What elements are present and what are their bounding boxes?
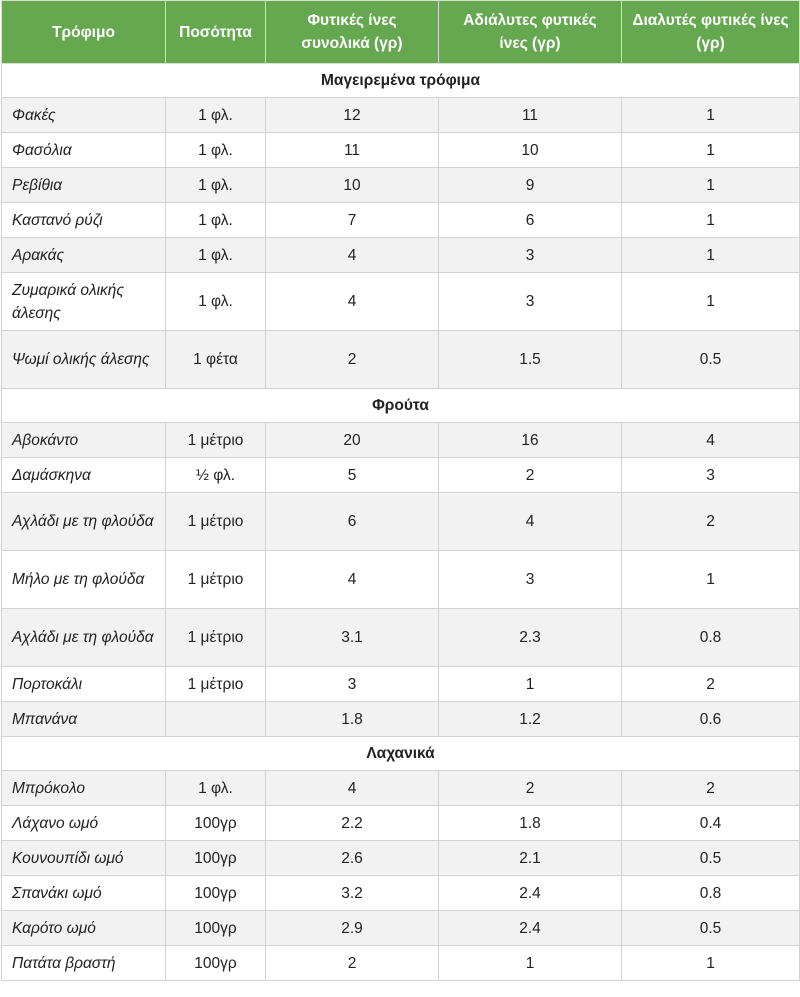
soluble-fiber-cell: 1 [622,168,800,203]
quantity-cell: 100γρ [166,911,266,946]
soluble-fiber-cell: 0.4 [622,806,800,841]
total-fiber-cell: 3 [266,667,439,702]
soluble-fiber-cell: 3 [622,458,800,493]
quantity-cell: ½ φλ. [166,458,266,493]
food-cell: Καστανό ρύζι [2,203,166,238]
quantity-cell: 1 μέτριο [166,667,266,702]
soluble-fiber-cell: 2 [622,667,800,702]
total-fiber-cell: 11 [266,133,439,168]
insoluble-fiber-cell: 2.4 [439,911,622,946]
food-cell: Φασόλια [2,133,166,168]
food-cell: Αχλάδι με τη φλούδα [2,493,166,551]
total-fiber-cell: 6 [266,493,439,551]
table-row [2,551,800,609]
fiber-table [1,0,800,981]
total-fiber-cell: 10 [266,168,439,203]
table-row [2,876,800,911]
section-title: Μαγειρεμένα τρόφιμα [2,64,800,98]
table-row [2,911,800,946]
total-fiber-cell: 4 [266,273,439,331]
insoluble-fiber-cell: 4 [439,493,622,551]
header-quantity: Ποσότητα [166,1,266,64]
insoluble-fiber-cell: 3 [439,238,622,273]
table-row [2,203,800,238]
table-row [2,841,800,876]
insoluble-fiber-cell: 1 [439,667,622,702]
header-food: Τρόφιμο [2,1,166,64]
soluble-fiber-cell: 0.5 [622,331,800,389]
section-title: Φρούτα [2,389,800,423]
total-fiber-cell: 2.6 [266,841,439,876]
total-fiber-cell: 2 [266,946,439,981]
table-row [2,331,800,389]
total-fiber-cell: 5 [266,458,439,493]
section-title: Λαχανικά [2,737,800,771]
table-row [2,458,800,493]
total-fiber-cell: 20 [266,423,439,458]
soluble-fiber-cell: 1 [622,238,800,273]
soluble-fiber-cell: 1 [622,273,800,331]
quantity-cell: 1 φέτα [166,331,266,389]
soluble-fiber-cell: 4 [622,423,800,458]
quantity-cell: 1 φλ. [166,98,266,133]
food-cell: Μήλο με τη φλούδα [2,551,166,609]
total-fiber-cell: 7 [266,203,439,238]
quantity-cell: 1 φλ. [166,203,266,238]
quantity-cell: 1 φλ. [166,168,266,203]
table-row [2,423,800,458]
soluble-fiber-cell: 0.5 [622,841,800,876]
quantity-cell: 1 φλ. [166,238,266,273]
food-cell: Μπρόκολο [2,771,166,806]
total-fiber-cell: 3.2 [266,876,439,911]
table-row [2,702,800,737]
soluble-fiber-cell: 1 [622,203,800,238]
food-cell: Πορτοκάλι [2,667,166,702]
insoluble-fiber-cell: 2.1 [439,841,622,876]
quantity-cell: 1 φλ. [166,273,266,331]
quantity-cell: 1 μέτριο [166,551,266,609]
insoluble-fiber-cell: 3 [439,551,622,609]
total-fiber-cell: 4 [266,238,439,273]
insoluble-fiber-cell: 2 [439,771,622,806]
food-cell: Μπανάνα [2,702,166,737]
food-cell: Δαμάσκηνα [2,458,166,493]
insoluble-fiber-cell: 3 [439,273,622,331]
table-row [2,771,800,806]
table-row [2,609,800,667]
soluble-fiber-cell: 0.5 [622,911,800,946]
food-cell: Ρεβίθια [2,168,166,203]
header-row [2,1,800,64]
section-header-row [2,389,800,423]
header-soluble-fiber: Διαλυτές φυτικές ίνες (γρ) [622,1,800,64]
section-header-row [2,737,800,771]
soluble-fiber-cell: 2 [622,771,800,806]
food-cell: Κουνουπίδι ωμό [2,841,166,876]
soluble-fiber-cell: 0.8 [622,609,800,667]
total-fiber-cell: 4 [266,771,439,806]
food-cell: Φακές [2,98,166,133]
food-cell: Σπανάκι ωμό [2,876,166,911]
table-row [2,493,800,551]
table-row [2,667,800,702]
soluble-fiber-cell: 1 [622,946,800,981]
insoluble-fiber-cell: 6 [439,203,622,238]
total-fiber-cell: 2.2 [266,806,439,841]
total-fiber-cell: 3.1 [266,609,439,667]
quantity-cell: 1 φλ. [166,771,266,806]
food-cell: Ζυμαρικά ολικής άλεσης [2,273,166,331]
total-fiber-cell: 2.9 [266,911,439,946]
quantity-cell: 1 μέτριο [166,609,266,667]
insoluble-fiber-cell: 2.4 [439,876,622,911]
quantity-cell: 1 φλ. [166,133,266,168]
soluble-fiber-cell: 1 [622,551,800,609]
soluble-fiber-cell: 0.8 [622,876,800,911]
quantity-cell [166,702,266,737]
quantity-cell: 100γρ [166,841,266,876]
quantity-cell: 1 μέτριο [166,493,266,551]
food-cell: Αχλάδι με τη φλούδα [2,609,166,667]
table-header [2,1,800,64]
food-cell: Αβοκάντο [2,423,166,458]
food-cell: Πατάτα βραστή [2,946,166,981]
total-fiber-cell: 12 [266,98,439,133]
table-row [2,238,800,273]
total-fiber-cell: 2 [266,331,439,389]
table-row [2,133,800,168]
insoluble-fiber-cell: 1.2 [439,702,622,737]
section-header-row [2,64,800,98]
table-row [2,168,800,203]
total-fiber-cell: 4 [266,551,439,609]
quantity-cell: 100γρ [166,876,266,911]
insoluble-fiber-cell: 2.3 [439,609,622,667]
soluble-fiber-cell: 1 [622,98,800,133]
food-cell: Αρακάς [2,238,166,273]
insoluble-fiber-cell: 10 [439,133,622,168]
table-row [2,273,800,331]
insoluble-fiber-cell: 1.8 [439,806,622,841]
soluble-fiber-cell: 1 [622,133,800,168]
quantity-cell: 100γρ [166,946,266,981]
table-row [2,98,800,133]
food-cell: Ψωμί ολικής άλεσης [2,331,166,389]
insoluble-fiber-cell: 1 [439,946,622,981]
table-row [2,946,800,981]
insoluble-fiber-cell: 11 [439,98,622,133]
soluble-fiber-cell: 0.6 [622,702,800,737]
insoluble-fiber-cell: 9 [439,168,622,203]
insoluble-fiber-cell: 2 [439,458,622,493]
insoluble-fiber-cell: 16 [439,423,622,458]
table-row [2,806,800,841]
total-fiber-cell: 1.8 [266,702,439,737]
header-insoluble-fiber: Αδιάλυτες φυτικές ίνες (γρ) [439,1,622,64]
insoluble-fiber-cell: 1.5 [439,331,622,389]
header-total-fiber: Φυτικές ίνες συνολικά (γρ) [266,1,439,64]
soluble-fiber-cell: 2 [622,493,800,551]
quantity-cell: 100γρ [166,806,266,841]
food-cell: Λάχανο ωμό [2,806,166,841]
table-body [2,64,800,981]
food-cell: Καρότο ωμό [2,911,166,946]
quantity-cell: 1 μέτριο [166,423,266,458]
